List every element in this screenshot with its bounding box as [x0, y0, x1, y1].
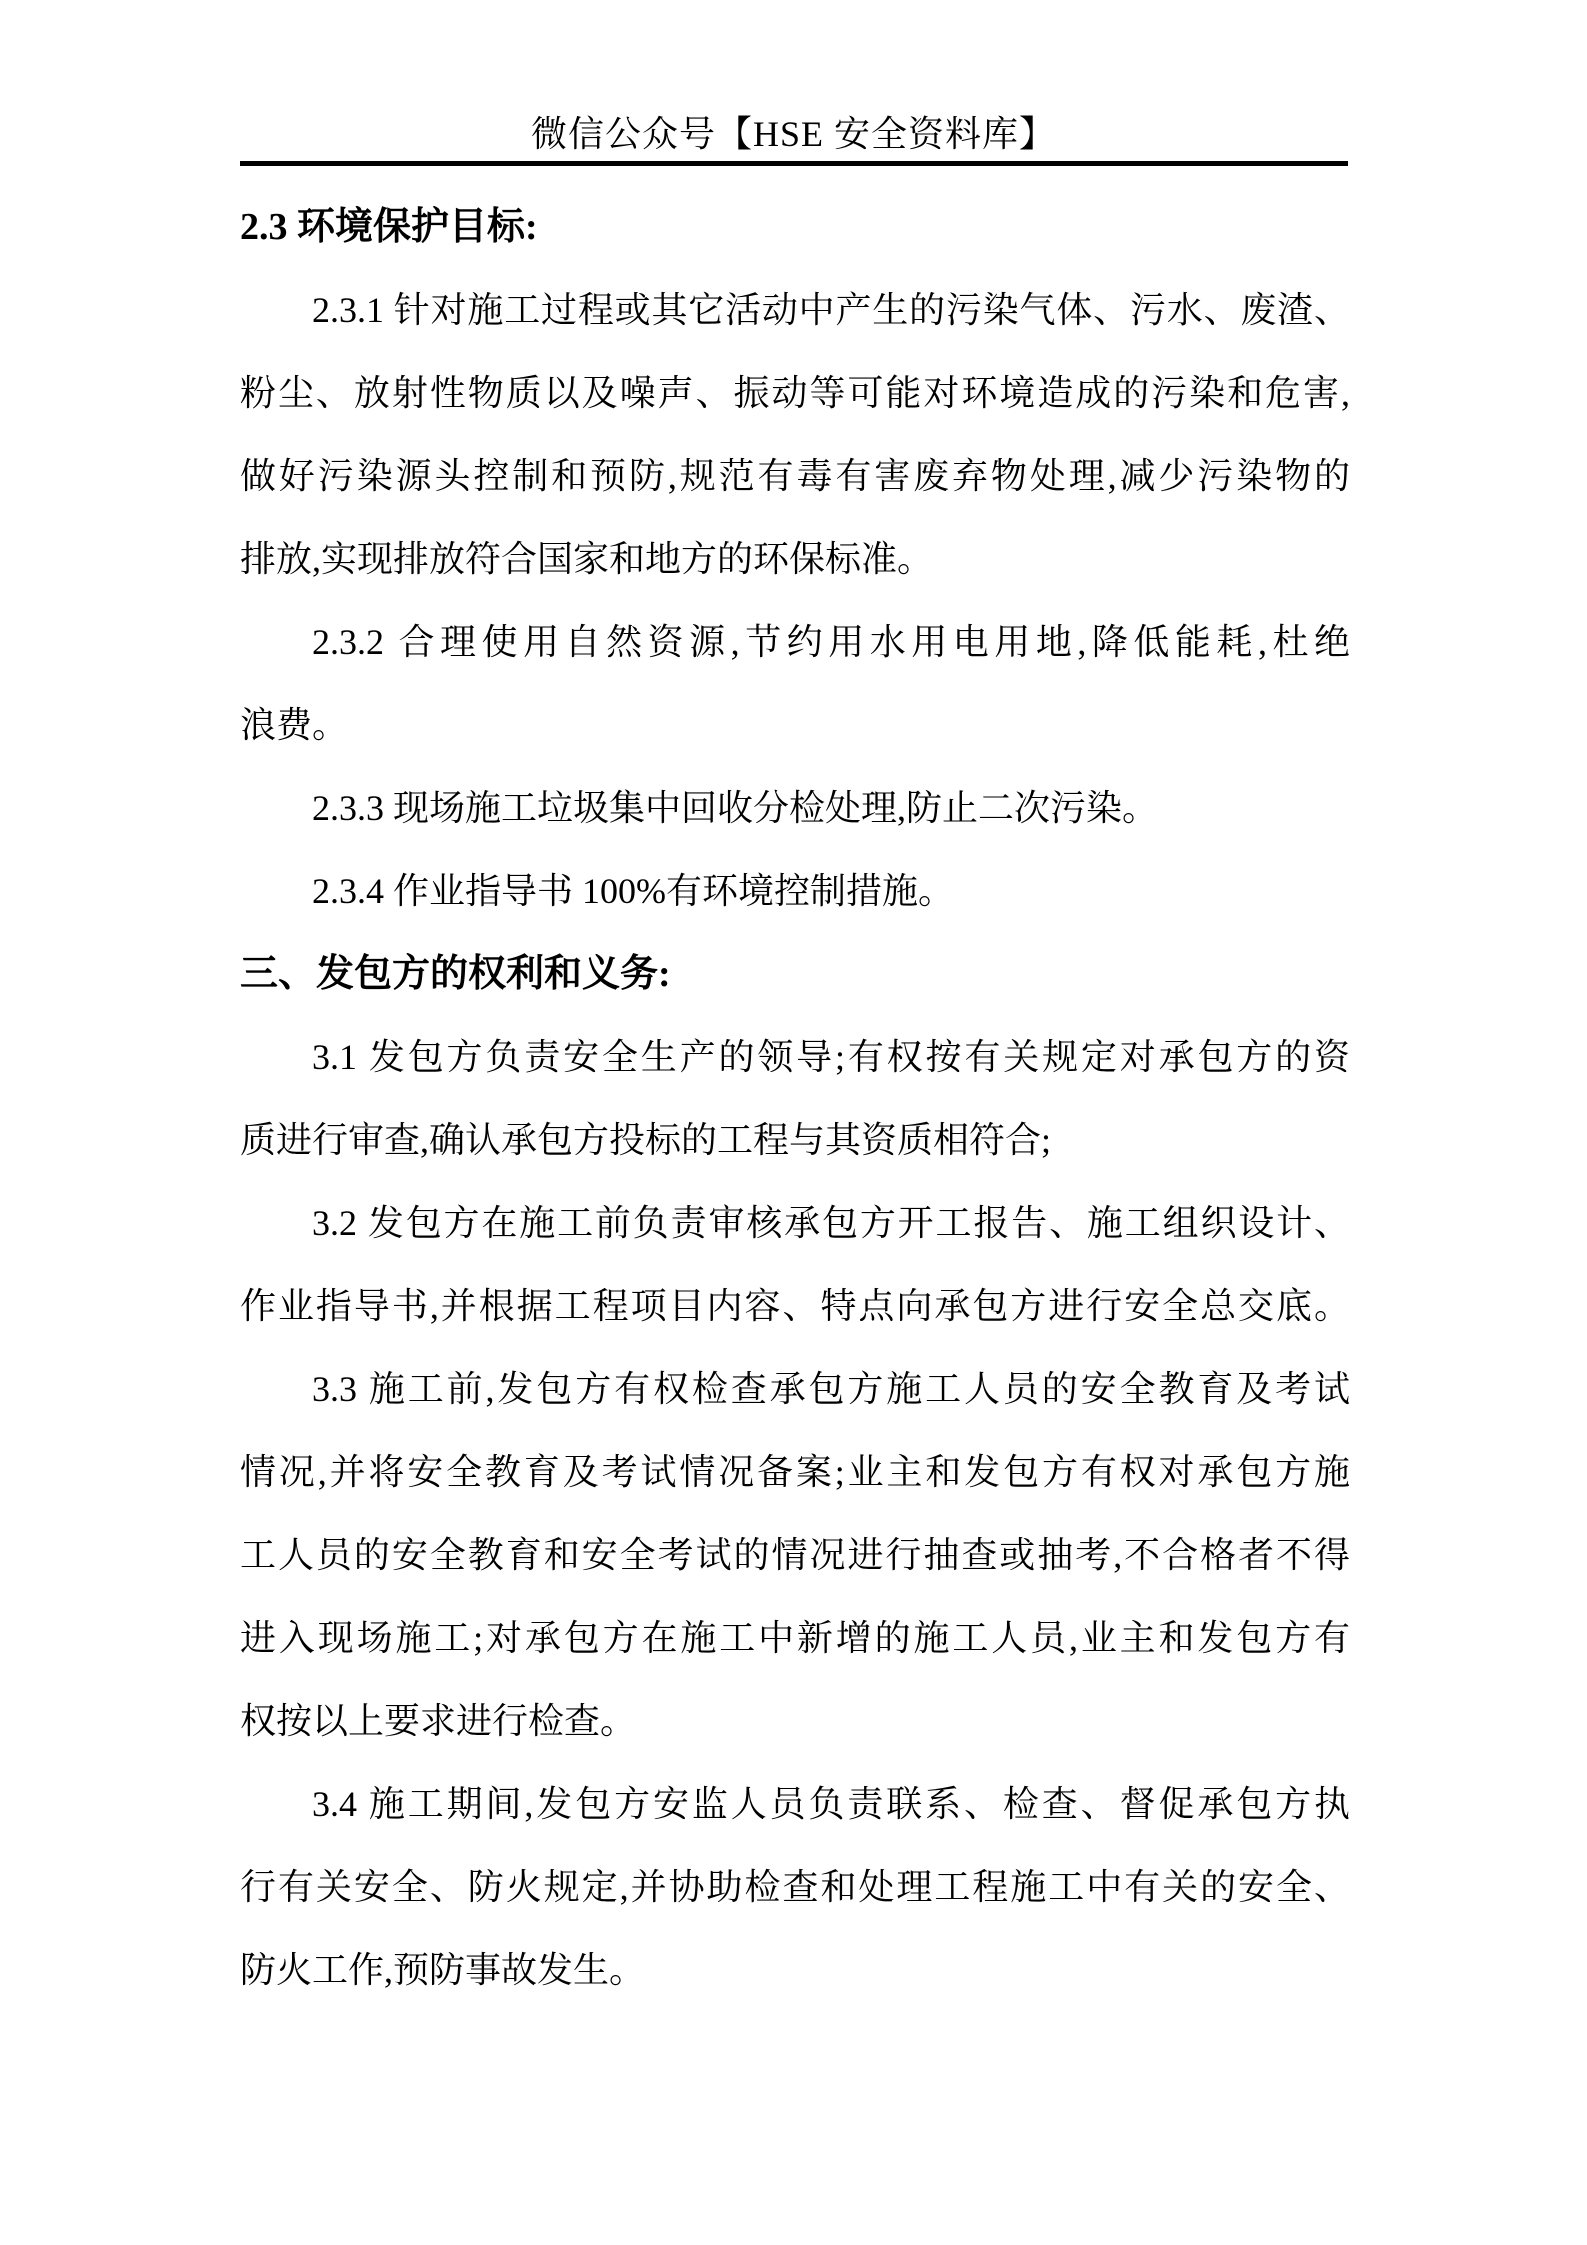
body-line: 3.3 施工前,发包方有权检查承包方施工人员的安全教育及考试 — [312, 1369, 1350, 1409]
document-body — [240, 186, 1350, 2012]
body-line: 粉尘、放射性物质以及噪声、振动等可能对环境造成的污染和危害, — [240, 373, 1350, 413]
body-line: 质进行审查,确认承包方投标的工程与其资质相符合; — [240, 1120, 1052, 1160]
body-line: 3.4 施工期间,发包方安监人员负责联系、检查、督促承包方执 — [312, 1784, 1350, 1824]
body-line: 作业指导书,并根据工程项目内容、特点向承包方进行安全总交底。 — [240, 1286, 1350, 1326]
body-line: 排放,实现排放符合国家和地方的环保标准。 — [240, 539, 934, 579]
body-line: 行有关安全、防火规定,并协助检查和处理工程施工中有关的安全、 — [240, 1867, 1350, 1907]
header-rule — [240, 161, 1348, 166]
body-line: 工人员的安全教育和安全考试的情况进行抽查或抽考,不合格者不得 — [240, 1535, 1350, 1575]
header-title: 微信公众号【HSE 安全资料库】 — [530, 114, 1056, 154]
body-line: 权按以上要求进行检查。 — [240, 1701, 637, 1741]
body-line: 2.3.1 针对施工过程或其它活动中产生的污染气体、污水、废渣、 — [312, 290, 1350, 330]
body-line: 做好污染源头控制和预防,规范有毒有害废弃物处理,减少污染物的 — [240, 456, 1350, 496]
body-line: 2.3.2 合理使用自然资源,节约用水用电用地,降低能耗,杜绝 — [312, 622, 1350, 662]
section-heading: 2.3 环境保护目标: — [240, 206, 538, 248]
section-heading: 三、发包方的权利和义务: — [240, 953, 671, 995]
body-line: 3.2 发包方在施工前负责审核承包方开工报告、施工组织设计、 — [312, 1203, 1350, 1243]
body-line: 3.1 发包方负责安全生产的领导;有权按有关规定对承包方的资 — [312, 1037, 1350, 1077]
body-line: 进入现场施工;对承包方在施工中新增的施工人员,业主和发包方有 — [240, 1618, 1350, 1658]
body-line: 2.3.3 现场施工垃圾集中回收分检处理,防止二次污染。 — [312, 788, 1159, 828]
body-line: 2.3.4 作业指导书 100%有环境控制措施。 — [312, 871, 954, 911]
body-line: 情况,并将安全教育及考试情况备案;业主和发包方有权对承包方施 — [240, 1452, 1350, 1492]
body-line: 防火工作,预防事故发生。 — [240, 1950, 646, 1990]
body-line: 浪费。 — [240, 705, 349, 745]
